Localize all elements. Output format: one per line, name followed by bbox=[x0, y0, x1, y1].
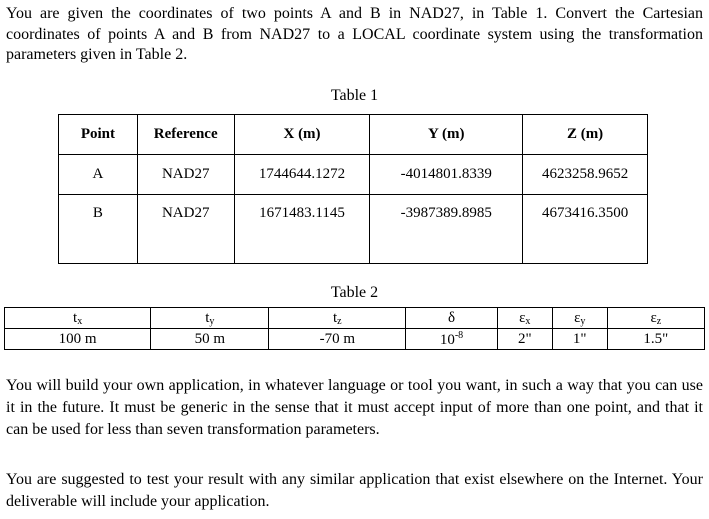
value-epsilon-y: 1" bbox=[552, 329, 607, 350]
value-epsilon-z: 1.5" bbox=[607, 329, 704, 350]
intro-paragraph: You are given the coordinates of two points A and B in NAD27, in Table 1. Convert the Cartesian coordinates of points A and B from NAD27 to a LOCAL coordinate system using the transformation parameters given in Table 2. bbox=[6, 5, 703, 63]
table2-values-row bbox=[5, 329, 705, 350]
table-row bbox=[59, 195, 648, 264]
header-ty: $t_y$ bbox=[151, 308, 269, 329]
cell-y: -3987389.8985 bbox=[370, 195, 523, 264]
cell-point: A bbox=[59, 155, 138, 195]
cell-reference: NAD27 bbox=[137, 155, 234, 195]
table1-header-row bbox=[59, 115, 648, 155]
table2-header-row bbox=[5, 308, 705, 329]
header-epsilon-x: $\varepsilon_x$ bbox=[497, 308, 552, 329]
header-epsilon-y: $\varepsilon_y$ bbox=[552, 308, 607, 329]
value-delta: $10^{-8}$ bbox=[406, 329, 498, 350]
value-ty: 50 m bbox=[151, 329, 269, 350]
header-point: Point bbox=[59, 115, 138, 155]
value-tx: 100 m bbox=[5, 329, 151, 350]
instructions-paragraph: You will build your own application, in whatever language or tool you want, in such a way that you can use it in the future. It must be generic in the sense that it must accept input of more than one point, and that it can be used for less than seven transformation parameters. bbox=[6, 377, 703, 438]
header-y: Y (m) bbox=[370, 115, 523, 155]
coordinates-table bbox=[58, 114, 648, 264]
header-tx: $t_x$ bbox=[5, 308, 151, 329]
cell-z: 4673416.3500 bbox=[523, 195, 648, 264]
cell-reference: NAD27 bbox=[137, 195, 234, 264]
header-reference: Reference bbox=[137, 115, 234, 155]
table1-caption: Table 1 bbox=[330, 87, 379, 104]
value-tz: -70 m bbox=[269, 329, 406, 350]
header-delta: δ bbox=[406, 308, 498, 329]
cell-z: 4623258.9652 bbox=[523, 155, 648, 195]
deliverable-paragraph: You are suggested to test your result with any similar application that exist elsewhere on the Internet. Your deliverable will include your application. bbox=[6, 471, 703, 510]
header-tz: $t_z$ bbox=[269, 308, 406, 329]
table-row bbox=[59, 155, 648, 195]
cell-point: B bbox=[59, 195, 138, 264]
value-epsilon-x: 2" bbox=[497, 329, 552, 350]
header-z: Z (m) bbox=[523, 115, 648, 155]
cell-x: 1744644.1272 bbox=[234, 155, 370, 195]
cell-x: 1671483.1145 bbox=[234, 195, 370, 264]
parameters-table bbox=[4, 307, 705, 350]
cell-y: -4014801.8339 bbox=[370, 155, 523, 195]
header-x: X (m) bbox=[234, 115, 370, 155]
header-epsilon-z: $\varepsilon_z$ bbox=[607, 308, 704, 329]
table2-caption: Table 2 bbox=[330, 284, 379, 301]
